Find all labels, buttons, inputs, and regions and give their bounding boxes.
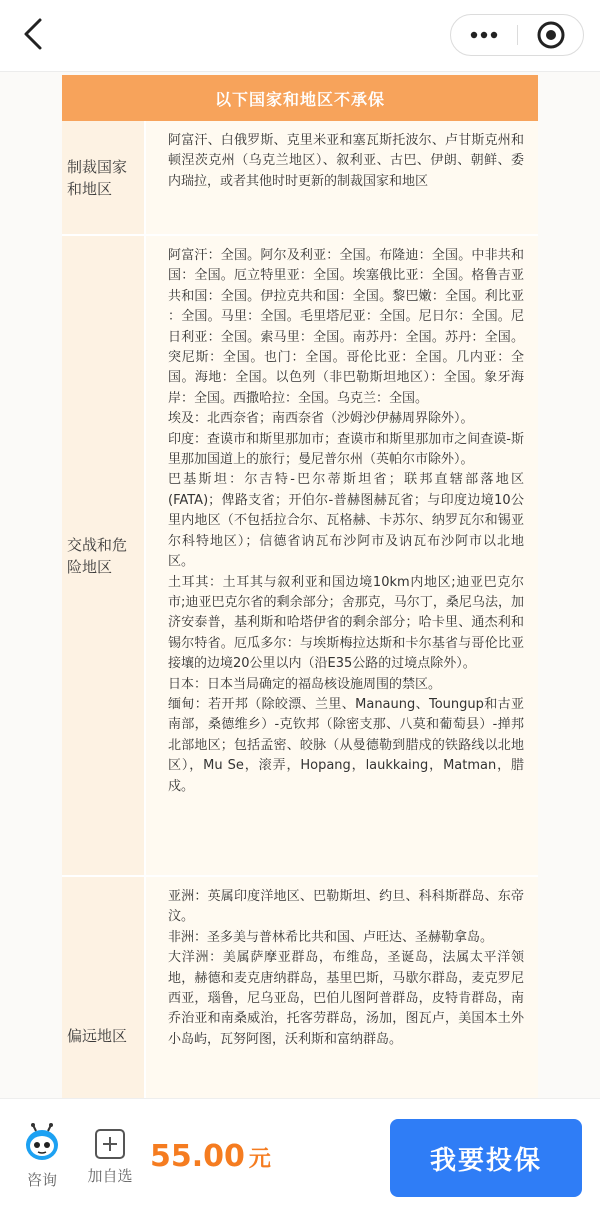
close-mini-program-button[interactable] — [518, 15, 584, 55]
buy-insurance-button[interactable]: 我要投保 — [390, 1119, 582, 1197]
more-dots-icon — [451, 15, 517, 55]
table-header: 以下国家和地区不承保 — [62, 75, 538, 121]
row-paragraph: 巴基斯坦：尔吉特-巴尔蒂斯坦省；联邦直辖部落地区(FATA)；俾路支省；开伯尔-普赫图赫瓦省；与印度边境10公里内地区（不包括拉合尔、瓦格赫、卡苏尔、纳罗瓦尔和锡亚尔科特地区）；信德省讷瓦布沙阿市及讷瓦布沙阿市以北地区。 — [168, 472, 524, 570]
price-amount: 55.00 — [150, 1139, 245, 1174]
row-text-cell — [148, 121, 538, 234]
more-button[interactable] — [451, 15, 517, 55]
row-text-cell — [148, 236, 538, 875]
row-paragraph: 埃及：北西奈省；南西奈省（沙姆沙伊赫周界除外）。 — [168, 411, 474, 427]
price-unit: 元 — [248, 1147, 271, 1172]
exclusion-table — [62, 75, 538, 1098]
table-row-sanctioned — [62, 121, 538, 236]
mini-program-capsule — [450, 14, 584, 56]
row-paragraph: 土耳其：土耳其与叙利亚和国边境10km内地区;迪亚巴克尔市;迪亚巴克尔省的剩余部分；舍那克，马尔丁，桑尼乌法，加济安泰普，基利斯和哈塔伊省的剩余部分；哈卡里、通杰利和锡尔特省。厄瓜多尔：与埃斯梅拉达斯和卡尔基省与哥伦比亚接壤的边境20公里以内（沿E35公路的过境点除外）。 — [168, 574, 524, 672]
row-label: 制裁国家和地区 — [67, 157, 128, 198]
row-label-cell — [62, 236, 146, 875]
table-row-war-zones — [62, 236, 538, 877]
row-paragraph: 大洋洲：美属萨摩亚群岛，布维岛，圣诞岛，法属太平洋领地，赫德和麦克唐纳群岛，基里巴斯，马歇尔群岛，麦克罗尼西亚，瑙鲁，尼乌亚岛，巴伯儿图阿普群岛，皮特肯群岛，南乔治亚和南桑威治，托客劳群岛，汤加，图瓦卢，美国本土外小岛屿，瓦努阿图，沃利斯和富纳群岛。 — [168, 950, 524, 1047]
consult-label: 咨询 — [26, 1171, 57, 1189]
row-paragraph: 缅甸：若开邦（除皎漂、兰里、Manaung、Toungup和古亚南部，桑德维乡）-克钦邦（除密支那、八莫和葡萄县）-掸邦北部地区；包括孟密、皎脉（从曼德勒到腊戍的铁路线以北地区），Mu Se，滚弄，Hopang，laukkaing，Matman，腊戍。 — [168, 696, 524, 794]
row-paragraph: 日本：日本当局确定的福岛核设施周围的禁区。 — [168, 676, 442, 692]
row-paragraph: 阿富汗：全国。阿尔及利亚：全国。布隆迪：全国。中非共和国：全国。厄立特里亚：全国。埃塞俄比亚：全国。格鲁吉亚共和国：全国。伊拉克共和国：全国。黎巴嫩：全国。利比亚 ：全国。马里：全国。毛里塔尼亚：全国。尼日尔：全国。尼日利亚：全国。索马里：全国。南苏丹：全国。苏丹：全国。突尼斯：全国。也门：全国。哥伦比亚：全国。几内亚：全国。海地：全国。以色列（非巴勒斯坦地区）：全国。象牙海岸：全国。西撒哈拉：全国。乌克兰：全国。 — [168, 248, 524, 406]
row-label-cell — [62, 877, 146, 1098]
bottom-action-bar — [0, 1098, 600, 1216]
mascot-robot-icon — [22, 1123, 62, 1163]
target-circle-icon — [518, 15, 584, 55]
consult-button[interactable] — [20, 1123, 64, 1193]
top-nav-bar — [0, 0, 600, 72]
price-display — [150, 1139, 271, 1179]
row-paragraph: 阿富汗、白俄罗斯、克里米亚和塞瓦斯托波尔、卢甘斯克州和顿涅茨克州（乌克兰地区）、叙利亚、古巴、伊朗、朝鲜、委内瑞拉，或者其他时时更新的制裁国家和地区 — [168, 133, 524, 189]
table-row-remote — [62, 877, 538, 1098]
row-paragraph: 印度：查谟市和斯里那加市；查谟市和斯里那加市之间查谟-斯里那加国道上的旅行；曼尼普尔州（英帕尔市除外）。 — [168, 431, 524, 468]
row-paragraph: 非洲：圣多美与普林希比共和国、卢旺达、圣赫勒拿岛。 — [168, 929, 494, 945]
plus-square-icon — [95, 1129, 125, 1159]
chevron-left-icon — [14, 14, 54, 54]
add-favorite-button[interactable] — [80, 1123, 140, 1193]
row-label-cell — [62, 121, 146, 234]
row-label: 偏远地区 — [67, 1027, 128, 1045]
row-label: 交战和危险地区 — [67, 535, 128, 576]
row-paragraph: 亚洲：英属印度洋地区、巴勒斯坦、约旦、科科斯群岛、东帝汶。 — [168, 889, 524, 925]
row-text-cell — [148, 877, 538, 1098]
add-favorite-label: 加自选 — [87, 1167, 133, 1185]
back-button[interactable] — [14, 14, 54, 54]
